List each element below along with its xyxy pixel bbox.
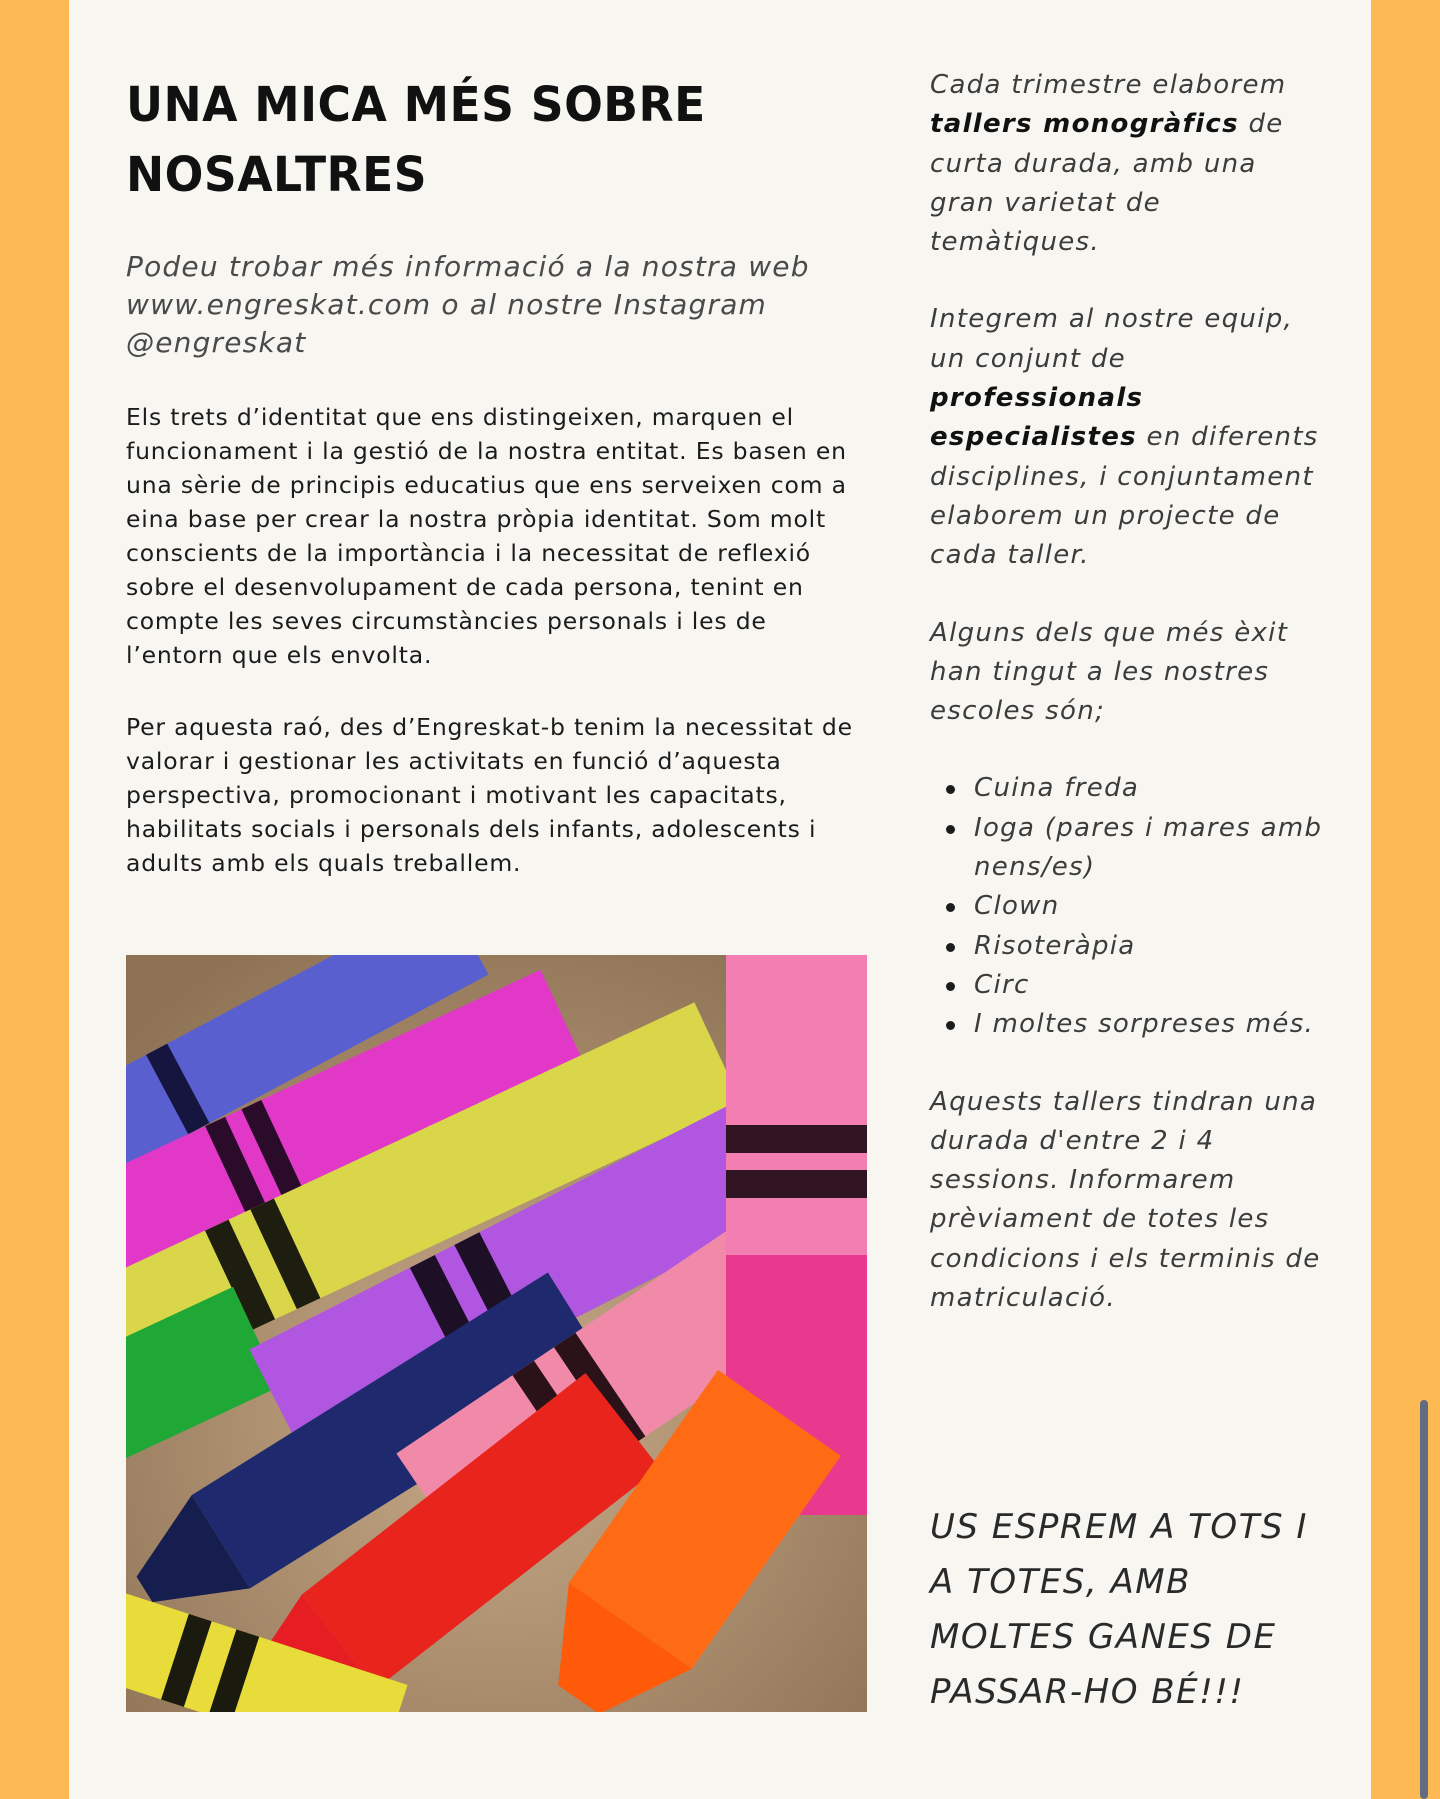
workshops-text-c: de curta durada, amb una gran varietat de temàtiques.	[930, 109, 1284, 258]
crayons-photo	[126, 955, 867, 1712]
duration-paragraph: Aquests tallers tindran una durada d'entre 2 i 4 sessions. Informarem prèviament de totes les condicions i els terminis de matriculació.	[930, 1086, 1321, 1314]
list-item: Risoteràpia	[930, 927, 1330, 966]
page-title	[126, 70, 829, 210]
closing-message: US ESPREM A TOTS I A TOTES, AMB MOLTES GANES DE PASSAR-HO BÉ!!!	[930, 1507, 1308, 1712]
list-item: Circ	[930, 966, 1330, 1005]
success-paragraph: Alguns dels que més èxit han tingut a les nostres escoles són;	[930, 617, 1289, 727]
title-line-1: UNA MICA MÉS SOBRE	[126, 77, 706, 133]
title-line-2: NOSALTRES	[126, 147, 428, 203]
team-paragraph	[930, 300, 1330, 575]
workshops-highlight: tallers monogràfics	[930, 109, 1239, 140]
workshops-paragraph	[930, 66, 1330, 262]
left-column	[126, 70, 866, 880]
right-column	[930, 66, 1330, 1356]
list-item: Clown	[930, 887, 1330, 926]
team-highlight: professionals especialistes	[930, 383, 1144, 453]
identity-paragraph: Els trets d’identitat que ens distingeixen, marquen el funcionament i la gestió de la nostra entitat. Es basen en una sèrie de principis educatius que ens serveixen com a eina base per crear la nostra pròpia identitat. Som molt conscients de la importància i la necessitat de reflexió sobre el desenvolupament de cada persona, tenint en compte les seves circumstàncies personals i les de l’entorn que els envolta.	[126, 403, 847, 669]
list-item: Cuina freda	[930, 769, 1330, 808]
team-text-c: en diferents disciplines, i conjuntament elaborem un projecte de cada taller.	[930, 422, 1319, 571]
lead-paragraph: Podeu trobar més informació a la nostra web www.engreskat.com o al nostre Instagram @engreskat	[126, 250, 810, 359]
list-item: Ioga (pares i mares amb nens/es)	[930, 809, 1330, 888]
list-item: I moltes sorpreses més.	[930, 1005, 1330, 1044]
workshops-text-a: Cada trimestre elaborem	[930, 70, 1287, 100]
team-text-a: Integrem al nostre equip, un conjunt de	[930, 304, 1294, 374]
activities-paragraph: Per aquesta raó, des d’Engreskat-b tenim la necessitat de valorar i gestionar les activitats en funció d’aquesta perspectiva, promocionant i motivant les capacitats, habilitats socials i personals dels infants, adolescents i adults amb els quals treballem.	[126, 713, 853, 877]
workshop-list	[930, 769, 1330, 1044]
scrollbar[interactable]	[1420, 1400, 1428, 1799]
crayons-illustration	[126, 955, 867, 1712]
